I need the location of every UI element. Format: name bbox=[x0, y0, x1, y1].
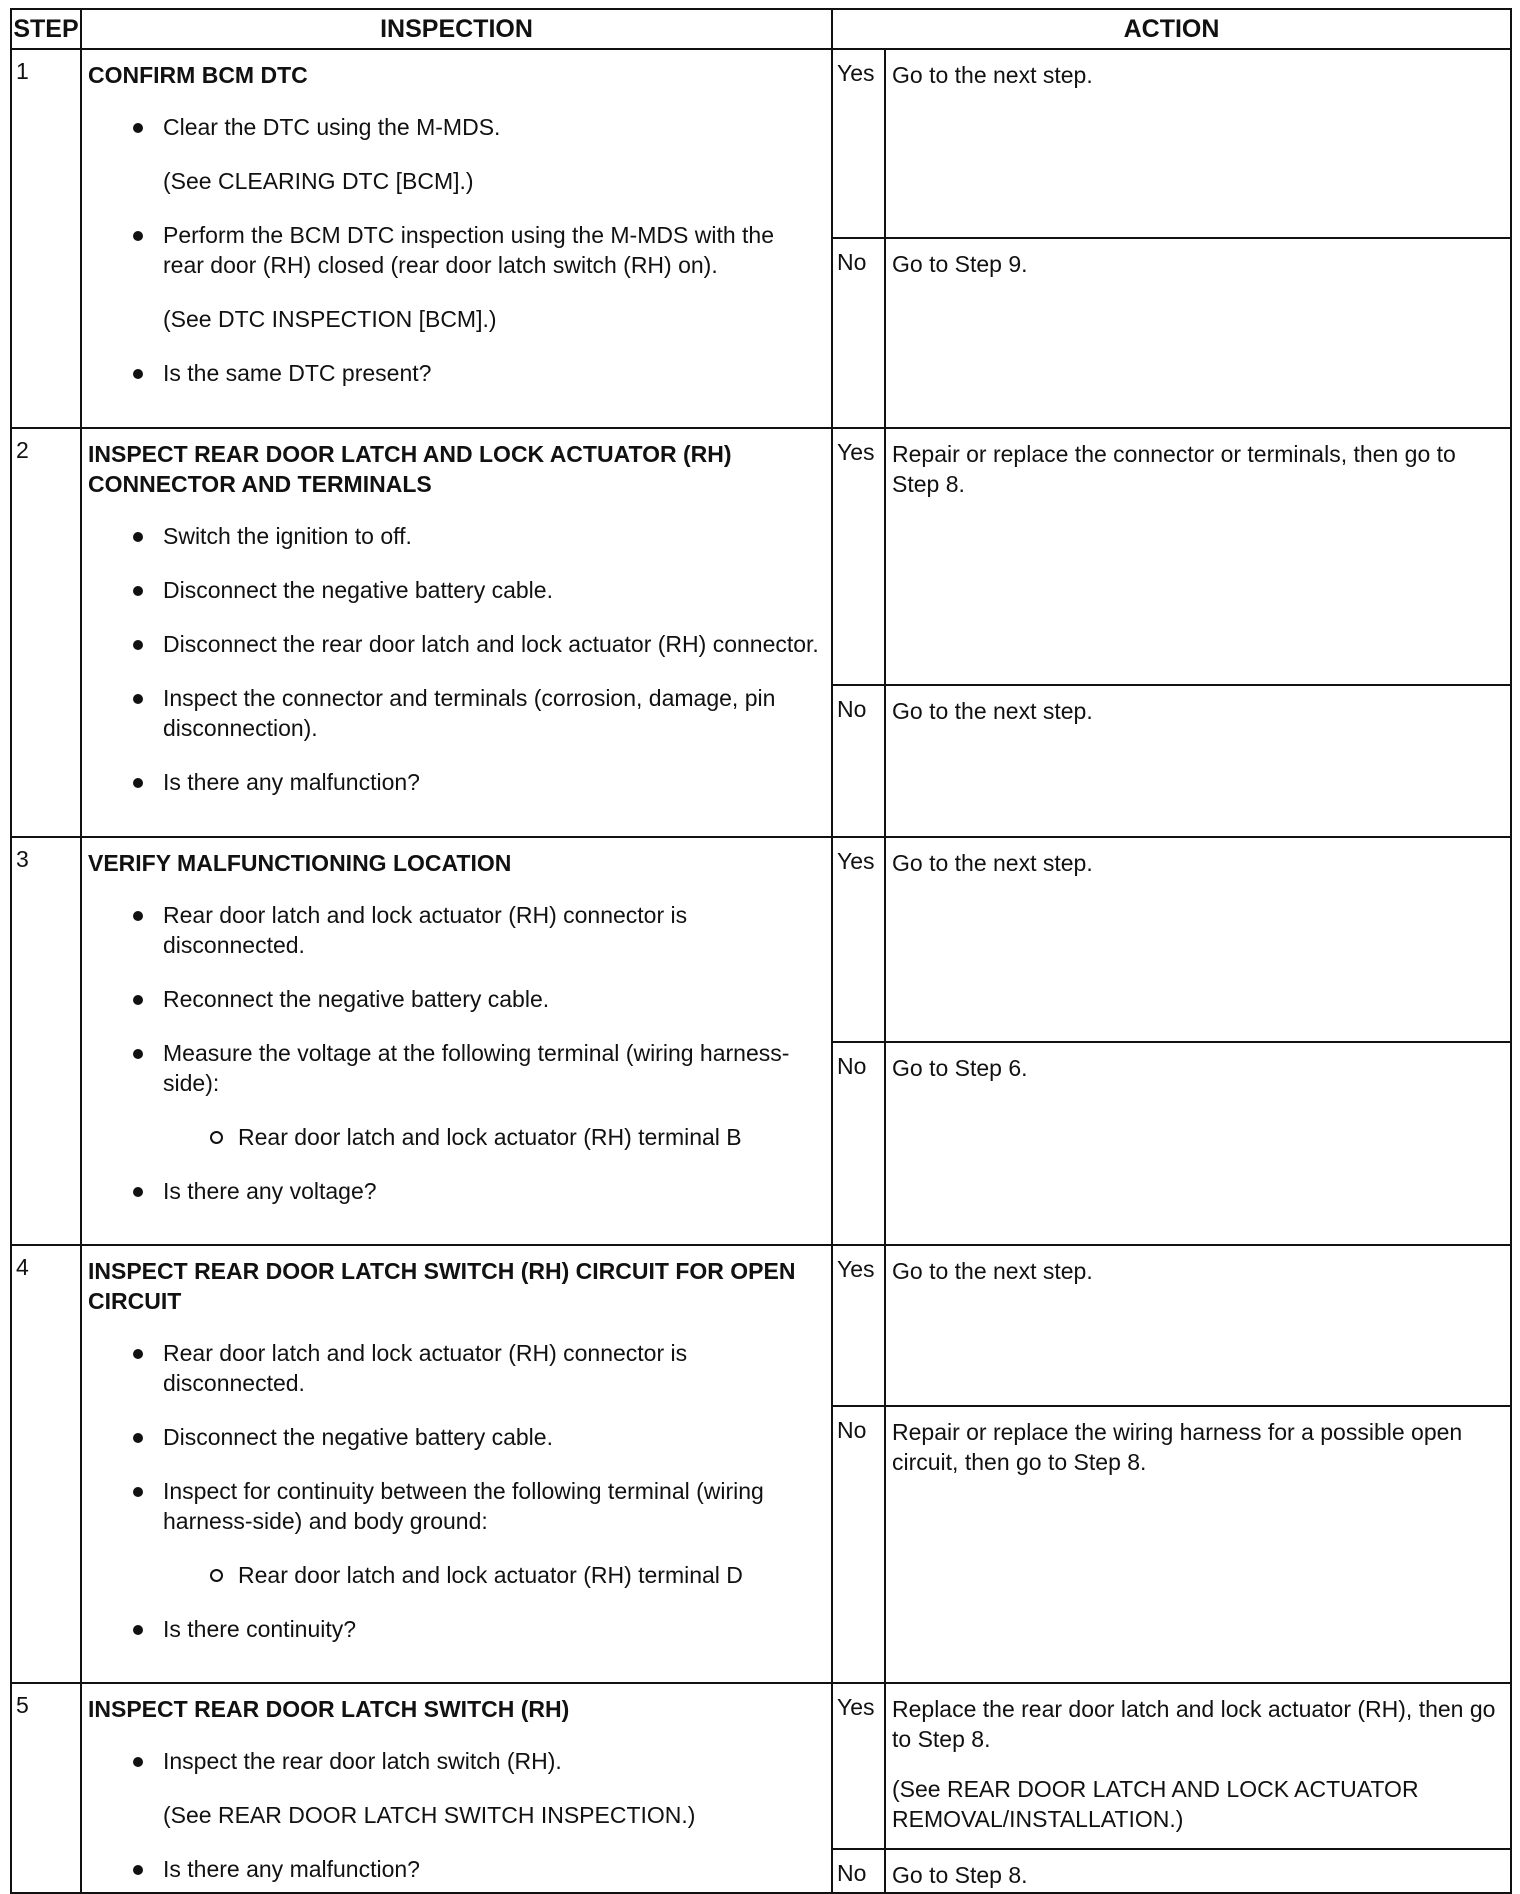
table-row bbox=[11, 428, 1511, 685]
table-body bbox=[11, 49, 1511, 1893]
inspection-title: VERIFY MALFUNCTIONING LOCATION bbox=[88, 850, 512, 876]
action-text: Go to the next step. bbox=[892, 1258, 1093, 1284]
no-label: No bbox=[832, 685, 885, 837]
bullet-item: Is there any voltage? bbox=[88, 1176, 821, 1206]
bullet-item: Disconnect the rear door latch and lock actuator (RH) connector. bbox=[88, 629, 821, 659]
bullet-item: Rear door latch and lock actuator (RH) connector is disconnected. bbox=[88, 1338, 821, 1398]
step-number: 5 bbox=[11, 1683, 81, 1893]
inspection-title: CONFIRM BCM DTC bbox=[88, 62, 308, 88]
yes-action bbox=[885, 428, 1511, 685]
yes-label: Yes bbox=[832, 837, 885, 1042]
action-text: Repair or replace the wiring harness for a possible open circuit, then go to Step 8. bbox=[892, 1419, 1463, 1475]
table-row bbox=[11, 837, 1511, 1042]
bullet-item: Perform the BCM DTC inspection using the M-MDS with the rear door (RH) closed (rear door latch switch (RH) on). bbox=[88, 220, 821, 280]
yes-action bbox=[885, 837, 1511, 1042]
bullet-item: Clear the DTC using the M-MDS. bbox=[88, 112, 821, 142]
bullet-item: Inspect for continuity between the following terminal (wiring harness-side) and body ground: bbox=[88, 1476, 821, 1536]
inspection-title: INSPECT REAR DOOR LATCH SWITCH (RH) bbox=[88, 1696, 570, 1722]
table-header-row bbox=[11, 9, 1511, 49]
bullet-item: Is there continuity? bbox=[88, 1614, 821, 1644]
inspection-cell bbox=[81, 837, 832, 1245]
bullet-item: Rear door latch and lock actuator (RH) connector is disconnected. bbox=[88, 900, 821, 960]
bullet-item: Disconnect the negative battery cable. bbox=[88, 575, 821, 605]
action-text: (See REAR DOOR LATCH AND LOCK ACTUATOR REMOVAL/INSTALLATION.) bbox=[892, 1776, 1419, 1832]
action-text: Go to the next step. bbox=[892, 62, 1093, 88]
bullet-item: Switch the ignition to off. bbox=[88, 521, 821, 551]
inspection-cell bbox=[81, 428, 832, 837]
bullet-item: Is there any malfunction? bbox=[88, 1854, 821, 1884]
action-text: Go to Step 9. bbox=[892, 251, 1028, 277]
yes-label: Yes bbox=[832, 1245, 885, 1406]
yes-action bbox=[885, 1245, 1511, 1406]
header-inspection: INSPECTION bbox=[81, 9, 832, 49]
inspection-title: INSPECT REAR DOOR LATCH SWITCH (RH) CIRCUIT FOR OPEN CIRCUIT bbox=[88, 1258, 796, 1314]
inspection-cell bbox=[81, 49, 832, 428]
no-label: No bbox=[832, 1849, 885, 1893]
step-number: 4 bbox=[11, 1245, 81, 1683]
bullet-item: Measure the voltage at the following terminal (wiring harness-side): bbox=[88, 1038, 821, 1098]
no-label: No bbox=[832, 1042, 885, 1245]
bullet-item: Disconnect the negative battery cable. bbox=[88, 1422, 821, 1452]
header-step: STEP bbox=[11, 9, 81, 49]
reference-note: (See DTC INSPECTION [BCM].) bbox=[163, 306, 497, 332]
yes-action bbox=[885, 1683, 1511, 1849]
action-text: Go to Step 6. bbox=[892, 1055, 1028, 1081]
no-label: No bbox=[832, 238, 885, 428]
no-action bbox=[885, 1849, 1511, 1893]
header-action: ACTION bbox=[832, 9, 1511, 49]
inspection-title: INSPECT REAR DOOR LATCH AND LOCK ACTUATOR (RH) CONNECTOR AND TERMINALS bbox=[88, 441, 732, 497]
action-text: Go to the next step. bbox=[892, 698, 1093, 724]
no-action bbox=[885, 238, 1511, 428]
sub-bullet-item: Rear door latch and lock actuator (RH) terminal B bbox=[88, 1122, 821, 1152]
table-row bbox=[11, 1683, 1511, 1849]
bullet-item: Inspect the connector and terminals (corrosion, damage, pin disconnection). bbox=[88, 683, 821, 743]
yes-label: Yes bbox=[832, 428, 885, 685]
no-action bbox=[885, 685, 1511, 837]
bullet-item: Is the same DTC present? bbox=[88, 358, 821, 388]
yes-label: Yes bbox=[832, 1683, 885, 1849]
bullet-item: Reconnect the negative battery cable. bbox=[88, 984, 821, 1014]
no-action bbox=[885, 1406, 1511, 1683]
table-row bbox=[11, 49, 1511, 238]
reference-note: (See REAR DOOR LATCH SWITCH INSPECTION.) bbox=[163, 1802, 696, 1828]
action-text: Replace the rear door latch and lock actuator (RH), then go to Step 8. bbox=[892, 1696, 1496, 1752]
no-label: No bbox=[832, 1406, 885, 1683]
yes-label: Yes bbox=[832, 49, 885, 238]
step-number: 3 bbox=[11, 837, 81, 1245]
bullet-item: Inspect the rear door latch switch (RH). bbox=[88, 1746, 821, 1776]
diagnostic-procedure bbox=[10, 8, 1510, 1888]
action-text: Repair or replace the connector or terminals, then go to Step 8. bbox=[892, 441, 1456, 497]
inspection-table bbox=[10, 8, 1512, 1894]
bullet-item: Is there any malfunction? bbox=[88, 767, 821, 797]
action-text: Go to the next step. bbox=[892, 850, 1093, 876]
yes-action bbox=[885, 49, 1511, 238]
action-text: Go to Step 8. bbox=[892, 1861, 1028, 1888]
no-action bbox=[885, 1042, 1511, 1245]
sub-bullet-item: Rear door latch and lock actuator (RH) terminal D bbox=[88, 1560, 821, 1590]
inspection-cell bbox=[81, 1683, 832, 1893]
step-number: 2 bbox=[11, 428, 81, 837]
table-row bbox=[11, 1245, 1511, 1406]
inspection-cell bbox=[81, 1245, 832, 1683]
reference-note: (See CLEARING DTC [BCM].) bbox=[163, 168, 474, 194]
step-number: 1 bbox=[11, 49, 81, 428]
